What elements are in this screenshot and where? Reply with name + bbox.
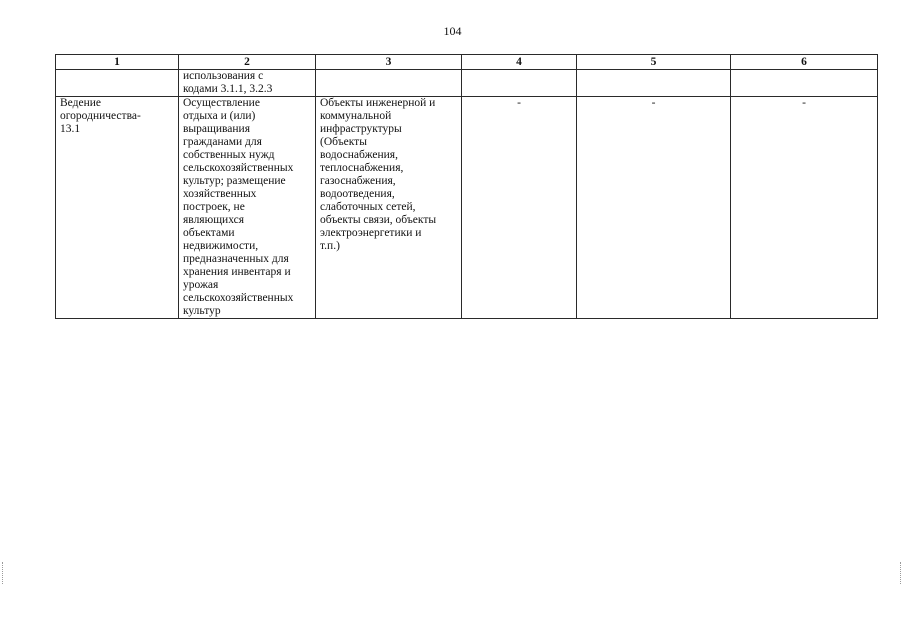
column-5-cell [577,97,731,319]
infrastructure-cell [316,97,462,319]
use-description-cell [179,97,316,319]
table-header-row [56,55,878,70]
column-6-cell [731,97,878,319]
table-row [56,97,878,319]
column-5-value: - [651,97,656,109]
use-type-name: Ведение огородничества- 13.1 [60,97,141,135]
column-header-5: 5 [577,55,731,70]
column-header-4: 4 [462,55,577,70]
continuation-cell-4 [462,70,577,97]
column-6-value: - [802,97,806,109]
column-4-cell [462,97,577,319]
continuation-use-description: использования с кодами 3.1.1, 3.2.3 [183,70,273,95]
left-margin-mark [2,562,5,584]
table-row-continuation [56,70,878,97]
continuation-cell-2 [179,70,316,97]
column-4-value: - [517,97,521,109]
infrastructure-objects: Объекты инженерной и коммунальной инфраструктуры (Объекты водоснабжения, теплоснабжения, газоснабжения, водоотведения, слаботочных сетей, объекты связи, объекты электроэнергетики и т.п.) [320,97,437,252]
land-use-table [55,54,878,319]
page-number: 104 [443,24,462,38]
continuation-cell-6 [731,70,878,97]
use-description: Осуществление отдыха и (или) выращивания гражданами для собственных нужд сельскохозяйственных культур; размещение хозяйственных построек, не являющихся объектами недвижимости, предназначенных для хранения инвентаря и урожая сельскохозяйственных культур [183,97,294,317]
continuation-cell-3 [316,70,462,97]
continuation-cell-1 [56,70,179,97]
column-header-1: 1 [56,55,179,70]
column-header-3: 3 [316,55,462,70]
column-header-6: 6 [731,55,878,70]
right-margin-mark [900,562,903,584]
use-type-cell [56,97,179,319]
column-header-2: 2 [179,55,316,70]
continuation-cell-5 [577,70,731,97]
